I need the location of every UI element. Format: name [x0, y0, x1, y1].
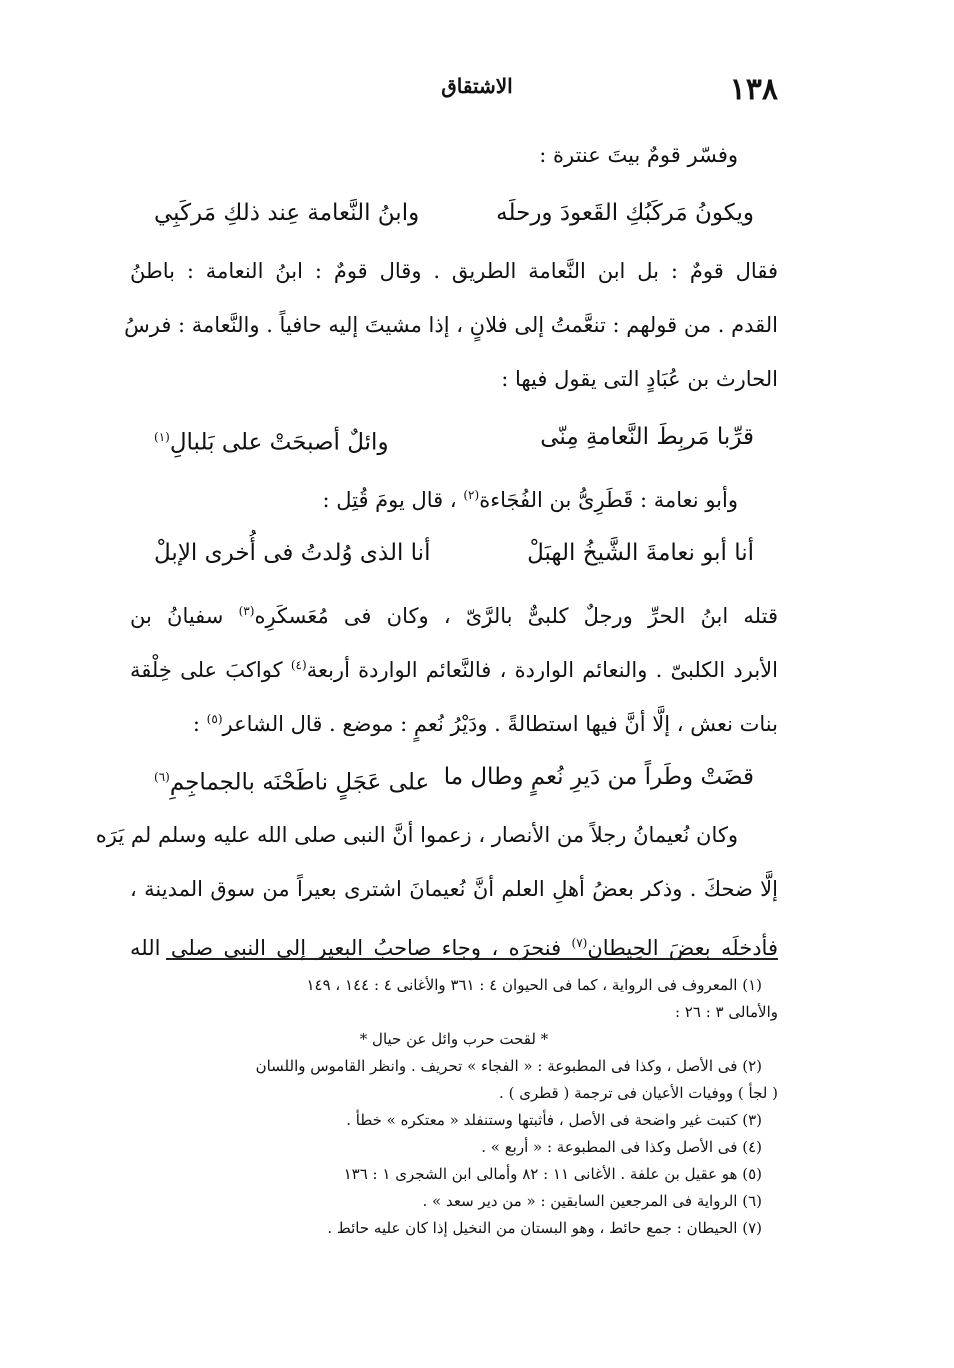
verse-second-hemistich — [154, 182, 419, 244]
text-line — [130, 916, 778, 970]
text-line — [130, 468, 778, 522]
running-title: الاشتقاق — [441, 74, 513, 98]
main-text — [95, 128, 779, 970]
text-line-continuation: : — [192, 712, 207, 736]
footnote-line: والأمالى ٣ : ٢٦ : — [674, 1003, 778, 1021]
verse-second-hemistich-text: على عَجَلٍ ناطَحْنَه بالجماجِمِ — [169, 769, 430, 796]
verse-second-hemistich-text: أنا الذى وُلدتُ فى أُخرى الإبلْ — [154, 540, 431, 566]
footnote-line: (٢) فى الأصل ، وكذا فى المطبوعة : « الفجاء » تحريف . وانظر القاموس واللسان — [255, 1057, 762, 1075]
footnote-line: * لقحت حرب وائل عن حيال * — [359, 1030, 549, 1048]
verse-second-hemistich-text: وابنُ النَّعامة عِند ذلكِ مَركَبِي — [154, 200, 420, 226]
text-line-content: قتله ابنُ الحرِّ ورجلٌ كلبىٌّ بالرَّىّ ، وكان فى مُعَسكَرِه — [254, 604, 779, 628]
verse-line — [130, 182, 778, 244]
footnote-marker: (٤) — [290, 658, 307, 672]
verse-first-hemistich: أنا أبو نعامةَ الشَّيخُ الهبَلْ — [527, 540, 754, 566]
verse-second-hemistich — [154, 522, 430, 584]
footnote-line: (٣) كتبت غير واضحة فى الأصل ، فأثبتها وستنفلد « معتكره » خطأ . — [346, 1111, 762, 1129]
text-line-content: إلَّا ضحكَ . وذكر بعضُ أهلِ العلم أنَّ نُعيمانَ اشترى بعيراً من سوق المدينة ، — [130, 877, 778, 901]
text-line — [95, 808, 778, 862]
footnote-marker: (٧) — [571, 936, 588, 950]
verse-line — [130, 522, 778, 584]
verse-first-hemistich: قضَتْ وطَراً من دَيرِ نُعمٍ وطال ما — [443, 764, 754, 790]
text-line-content: بنات نعش ، إلَّا أنَّ فيها استطالةً . ودَيْرُ نُعمٍ : موضع . قال الشاعر — [222, 712, 778, 736]
text-line — [130, 352, 778, 406]
text-line-content: الحارث بن عُبَادٍ التى يقول فيها : — [501, 367, 778, 391]
footnote-line: (٦) الرواية فى المرجعين السابقين : « من دير سعد » . — [422, 1192, 762, 1210]
verse-line — [130, 746, 778, 808]
verse-second-hemistich — [154, 406, 389, 468]
text-line-content: فأدخلَه بعضَ الحِيطان — [587, 936, 778, 960]
text-line-continuation: كواكبَ على خِلْقة — [130, 658, 291, 682]
footnote-marker: (١) — [154, 430, 170, 444]
verse-second-hemistich-text: وائلٌ أصبحَتْ على بَلبالِ — [169, 429, 389, 456]
text-line-content: وكان نُعيمانُ رجلاً من الأنصار ، زعموا أنَّ النبى صلى الله عليه وسلم لم يَرَه — [95, 823, 738, 847]
footnotes — [130, 972, 778, 1242]
verse-first-hemistich: قرِّبا مَربِطَ النَّعامةِ مِنّى — [540, 424, 754, 450]
text-line — [130, 692, 778, 746]
text-line-content: القدم . من قولهم : تنعَّمتُ إلى فلانٍ ، إذا مشيتَ إليه حافياً . والنَّعامة : فرسُ — [124, 313, 778, 337]
text-line — [130, 638, 778, 692]
text-line-content: وفسّر قومٌ بيتَ عنترة : — [539, 143, 738, 167]
footnote-marker: (٢) — [463, 488, 480, 502]
footnote-line: (١) المعروف فى الرواية ، كما فى الحيوان ٤ : ٣٦١ والأغانى ٤ : ١٤٤ ، ١٤٩ — [306, 976, 762, 994]
verse-first-hemistich: ويكونُ مَركَبُكِ القَعودَ ورحلَه — [496, 200, 754, 226]
footnote-marker: (٦) — [154, 770, 170, 784]
page-number: ١٣٨ — [729, 72, 778, 107]
verse-line — [130, 406, 778, 468]
text-line-content: وأبو نعامة : قَطَرِىُّ بن الفُجَاءة — [479, 488, 738, 512]
text-line-continuation: ، قال يومَ قُتِل : — [322, 488, 464, 512]
text-line-continuation: فنحرَه ، وجاء صاحبُ البعير إلى النبى صلى الله — [130, 936, 572, 960]
verse-second-hemistich — [154, 746, 429, 808]
footnote-divider — [166, 958, 778, 960]
text-line — [130, 128, 778, 182]
text-line — [130, 584, 778, 638]
footnote-line: (٤) فى الأصل وكذا فى المطبوعة : « أربع » . — [481, 1138, 762, 1156]
text-line-content: فقال قومٌ : بل ابن النَّعامة الطريق . وقال قومٌ : ابنُ النعامة : باطنُ — [130, 259, 778, 283]
text-line — [130, 862, 778, 916]
text-line-content: الأبرد الكلبىّ . والنعائم الواردة ، فالنَّعائم الواردة أربعة — [306, 658, 778, 682]
footnote-marker: (٥) — [206, 712, 223, 726]
footnote-line: (٥) هو عقيل بن علفة . الأغانى ١١ : ٨٢ وأمالى ابن الشجرى ١ : ١٣٦ — [343, 1165, 762, 1183]
text-line — [130, 244, 778, 298]
footnote-line: (٧) الحيطان : جمع حائط ، وهو البستان من النخيل إذا كان عليه حائط . — [327, 1219, 762, 1237]
text-line-continuation: سفيانُ بن — [130, 604, 239, 628]
text-line — [124, 298, 778, 352]
footnote-line: ( لجأ ) ووفيات الأعيان فى ترجمة ( قطرى ) . — [499, 1084, 778, 1102]
footnote-marker: (٣) — [238, 604, 255, 618]
